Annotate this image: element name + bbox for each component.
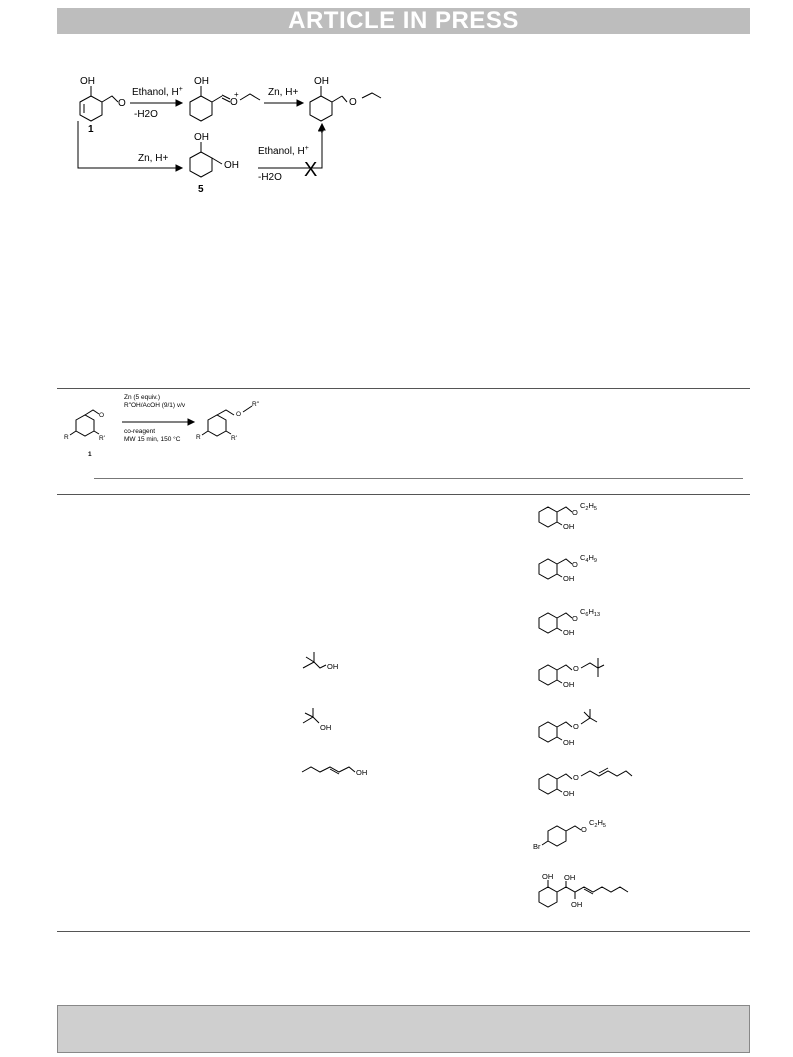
blocked-reaction-mark: X bbox=[304, 159, 318, 181]
product-o-label: O bbox=[581, 825, 587, 834]
coreagent-oh-label: OH bbox=[356, 768, 368, 777]
oh-label-1: OH bbox=[80, 76, 95, 87]
footer-bar bbox=[57, 1005, 750, 1053]
product-oh-label: OH bbox=[563, 574, 575, 583]
product-c2h5-label: $C_2H_5$ bbox=[589, 818, 606, 829]
oh-tail-label-5: OH bbox=[224, 160, 239, 171]
coreagent-oh-label: OH bbox=[327, 662, 339, 671]
o-label-4: O bbox=[349, 97, 357, 108]
product-o-label: O bbox=[573, 773, 579, 782]
product-oh-label: OH bbox=[564, 873, 576, 882]
product-o-label: O bbox=[572, 508, 578, 517]
product-c6h13-label: $C_6H_{13}$ bbox=[580, 607, 601, 618]
scheme2-rdoubleprime: R" bbox=[252, 401, 260, 408]
step1-reagent: Ethanol, H+ bbox=[132, 86, 183, 98]
product-ring bbox=[548, 826, 566, 846]
product-oh-label: OH bbox=[563, 680, 575, 689]
compound-number-4: 4 bbox=[318, 125, 324, 136]
scheme2-rprime-start: R' bbox=[99, 435, 105, 442]
scheme2-r-product: R bbox=[196, 434, 201, 441]
o-label-2: O bbox=[230, 97, 238, 108]
product-oh-label: OH bbox=[542, 872, 554, 881]
product-c2h5-label: $C_2H_5$ bbox=[580, 501, 597, 512]
product-ring bbox=[539, 887, 557, 907]
step4-reagent: Ethanol, H+ bbox=[258, 145, 309, 157]
coreagent-oh-label: OH bbox=[320, 723, 332, 732]
step2-reagent: Zn, H+ bbox=[268, 87, 299, 98]
scheme2-condition-1: Zn (5 equiv.) bbox=[124, 394, 161, 401]
product-ring bbox=[539, 507, 557, 527]
scheme2-o-aldehyde: O bbox=[99, 412, 105, 419]
product-oh-label: OH bbox=[563, 628, 575, 637]
step1-minus-water: -H2O bbox=[134, 109, 158, 120]
oh-label-2: OH bbox=[194, 76, 209, 87]
step4-minus-water: -H2O bbox=[258, 172, 282, 183]
product-ring bbox=[539, 613, 557, 633]
product-o-label: O bbox=[573, 722, 579, 731]
product-oh-label: OH bbox=[563, 738, 575, 747]
oh-label-5: OH bbox=[194, 132, 209, 143]
product-ring bbox=[539, 722, 557, 742]
article-in-press-banner: ARTICLE IN PRESS bbox=[57, 8, 750, 34]
scheme2-rprime-product: R' bbox=[231, 435, 237, 442]
product-o-label: O bbox=[573, 664, 579, 673]
o-label-1: O bbox=[118, 98, 126, 109]
product-o-label: O bbox=[572, 614, 578, 623]
product-c4h9-label: $C_4H_9$ bbox=[580, 553, 597, 564]
scheme2-r-start: R bbox=[64, 434, 69, 441]
scheme2-condition-4: MW 15 min, 150 °C bbox=[124, 436, 181, 443]
scheme2-compound-number: 1 bbox=[88, 451, 92, 458]
product-oh-label: OH bbox=[563, 522, 575, 531]
scheme2-o-ether: O bbox=[236, 411, 242, 418]
compound-number-1: 1 bbox=[88, 124, 94, 135]
product-oh-label: OH bbox=[563, 789, 575, 798]
scheme2-condition-2: R"OH/AcOH (9/1) v/v bbox=[124, 402, 186, 409]
product-oh-label: OH bbox=[571, 900, 583, 909]
o-plus-charge: + bbox=[234, 90, 239, 99]
step3-reagent: Zn, H+ bbox=[138, 153, 169, 164]
product-ring bbox=[539, 559, 557, 579]
product-ring bbox=[539, 665, 557, 685]
product-br-label: Br bbox=[533, 842, 541, 851]
product-o-label: O bbox=[572, 560, 578, 569]
product-ring bbox=[539, 774, 557, 794]
compound-number-5: 5 bbox=[198, 184, 204, 195]
oh-label-4: OH bbox=[314, 76, 329, 87]
scheme2-condition-3: co-reagent bbox=[124, 428, 156, 435]
